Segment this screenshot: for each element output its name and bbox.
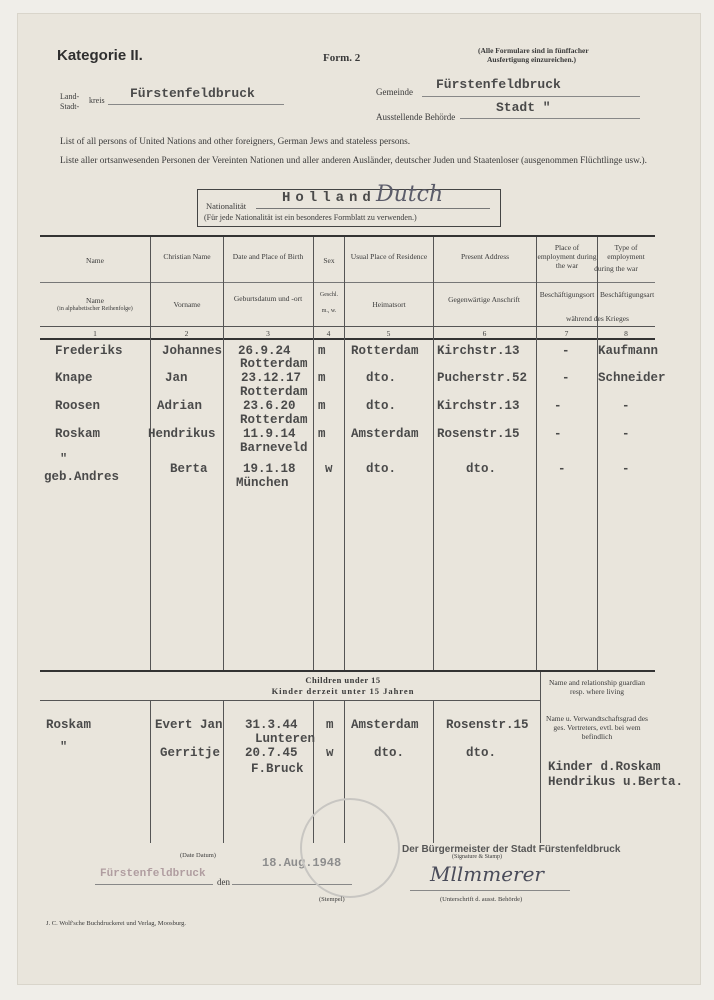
person-residence-5: dto. xyxy=(366,462,397,476)
child-vorname-2: Gerritje xyxy=(160,746,221,760)
child-place-1: Lunteren xyxy=(255,732,316,746)
person-residence-2: dto. xyxy=(366,371,397,385)
copies-note-1: (Alle Formulare sind in fünffacher xyxy=(478,46,589,55)
child-col-divider-2 xyxy=(223,700,224,843)
person-name-1: Frederiks xyxy=(55,344,123,358)
col-num-6: 6 xyxy=(482,329,487,338)
col-header-residence-en: Usual Place of Residence xyxy=(350,252,428,261)
child-address-1: Rosenstr.15 xyxy=(446,718,529,732)
person-employ-place-1: - xyxy=(562,344,570,358)
person-vorname-5: Berta xyxy=(170,462,208,476)
printer-imprint: J. C. Wolf'sche Buchdruckerei und Verlag, Moosburg. xyxy=(46,920,187,927)
col-header-name-de: Name xyxy=(86,296,104,305)
person-vorname-1: Johannes xyxy=(162,344,223,358)
person-place-4: Barneveld xyxy=(240,441,308,455)
behoerde-underline xyxy=(460,118,640,119)
gemeinde-value: Fürstenfeldbruck xyxy=(436,77,561,92)
col-header-war-en: during the war xyxy=(594,264,638,273)
col-header-name-en: Name xyxy=(86,256,104,265)
col-header-address-en: Present Address xyxy=(460,252,510,261)
col-header-sex-de-sub: m., w. xyxy=(321,308,337,314)
col-num-1: 1 xyxy=(93,329,97,338)
col-header-sex-de: Geschl. xyxy=(319,292,339,298)
date-stamp: 18.Aug.1948 xyxy=(262,856,342,870)
col-header-emp-type-de: Beschäftigungsart xyxy=(600,290,655,299)
official-seal xyxy=(300,798,400,898)
guardian-header-en: Name and relationship guardian resp. where living xyxy=(548,678,645,696)
person-place-2: Rotterdam xyxy=(240,385,308,399)
signature: Mllmmerer xyxy=(430,862,544,886)
person-employ-type-4: - xyxy=(622,427,630,441)
person-address-1: Kirchstr.13 xyxy=(437,344,520,358)
col-header-vorname-de: Vorname xyxy=(173,300,201,309)
person-residence-1: Rotterdam xyxy=(351,344,419,358)
col-header-emp-place-en: Place of employment during the war xyxy=(537,243,597,270)
copies-note-2: Ausfertigung einzureichen.) xyxy=(487,55,577,64)
kategorie-title: Kategorie II. xyxy=(57,47,143,64)
person-employ-type-1: Kaufmann xyxy=(598,344,659,358)
person-address-3: Kirchstr.13 xyxy=(437,399,520,413)
person-vorname-4: Hendrikus xyxy=(148,427,216,441)
child-name-2: " xyxy=(60,740,68,754)
person-employ-type-3: - xyxy=(622,399,630,413)
person-employ-place-5: - xyxy=(558,462,566,476)
children-title-en: Children under 15 xyxy=(305,675,381,685)
col-num-4: 4 xyxy=(326,329,331,338)
person-employ-place-2: - xyxy=(562,371,570,385)
person-birth-2: 23.12.17 xyxy=(241,371,302,385)
person-address-2: Pucherstr.52 xyxy=(437,371,528,385)
col-num-8: 8 xyxy=(624,329,628,338)
intro-german: Liste aller ortsanwesenden Personen der Vereinten Nationen und aller anderen Ausländer, deutscher Juden und Staatenloser (ausgenommen Flüchtlinge usw.). xyxy=(60,156,647,166)
person-sex-3: m xyxy=(318,399,326,413)
person-employ-type-2: Schneider xyxy=(598,371,666,385)
landkreis-label-kreis: kreis xyxy=(89,96,105,105)
person-employ-place-3: - xyxy=(554,399,562,413)
form-number: Form. 2 xyxy=(323,52,361,64)
col-header-address-de: Gegenwärtige Anschrift xyxy=(448,295,520,304)
signature-underline xyxy=(410,890,570,891)
child-col-divider-1 xyxy=(150,700,151,843)
col-header-emp-type-en: Type of employment xyxy=(607,243,645,261)
person-name-2: Knape xyxy=(55,371,93,385)
guardian-value-1: Kinder d.Roskam xyxy=(548,760,661,774)
child-col-divider-6 xyxy=(540,672,541,843)
child-birth-2: 20.7.45 xyxy=(245,746,298,760)
table-header-divider xyxy=(40,282,655,283)
landkreis-label-stadt: Stadt- xyxy=(60,102,80,111)
signature-label-small: (Signature & Stamp) xyxy=(452,854,502,860)
unterschrift-label: (Unterschrift d. ausst. Behörde) xyxy=(440,896,523,903)
behoerde-value: Stadt " xyxy=(496,100,551,115)
person-vorname-3: Adrian xyxy=(157,399,203,413)
guardian-header-de: Name u. Verwandtschaftsgrad des ges. Vertreters, evtl. bei wem befindlich xyxy=(546,714,648,741)
person-vorname-2: Jan xyxy=(165,371,188,385)
person-sex-1: m xyxy=(318,344,326,358)
person-place-5: München xyxy=(236,476,289,490)
nationality-underline xyxy=(256,208,490,209)
person-name-prefix-5: " xyxy=(60,452,68,466)
col-header-birth-en: Date and Place of Birth xyxy=(232,252,304,261)
col-header-birth-de: Geburtsdatum und -ort xyxy=(233,294,303,303)
children-title-de: Kinder derzeit unter 15 Jahren xyxy=(271,686,415,696)
col-header-sex-en: Sex xyxy=(323,256,335,265)
col-divider-5 xyxy=(433,237,434,670)
table-top-rule xyxy=(40,235,655,237)
col-divider-3 xyxy=(313,237,314,670)
gemeinde-label: Gemeinde xyxy=(376,87,413,97)
person-place-1: Rotterdam xyxy=(240,357,308,371)
col-num-7: 7 xyxy=(564,329,569,338)
person-name-4: Roskam xyxy=(55,427,101,441)
col-header-residence-de: Heimatsort xyxy=(372,300,406,309)
col-num-3: 3 xyxy=(266,329,270,338)
intro-english: List of all persons of United Nations and other foreigners, German Jews and stateless persons. xyxy=(60,137,411,147)
col-header-war-de: während des Krieges xyxy=(566,314,629,323)
child-sex-2: w xyxy=(326,746,334,760)
person-birth-4: 11.9.14 xyxy=(243,427,296,441)
guardian-value-2: Hendrikus u.Berta. xyxy=(548,775,684,789)
child-col-divider-5 xyxy=(433,700,434,843)
person-residence-3: dto. xyxy=(366,399,397,413)
den-label: den xyxy=(217,877,230,887)
person-sex-2: m xyxy=(318,371,326,385)
col-divider-2 xyxy=(223,237,224,670)
person-sex-4: m xyxy=(318,427,326,441)
person-birth-1: 26.9.24 xyxy=(238,344,291,358)
buergermeister-stamp: Der Bürgermeister der Stadt Fürstenfeldbruck xyxy=(402,844,621,855)
stempel-label: (Stempel) xyxy=(319,896,345,903)
col-num-5: 5 xyxy=(386,329,391,338)
nationality-value: Holland xyxy=(282,190,376,206)
child-vorname-1: Evert Jan xyxy=(155,718,223,732)
nationality-handwritten: Dutch xyxy=(376,182,444,207)
col-divider-1 xyxy=(150,237,151,670)
landkreis-label-land: Land- xyxy=(60,92,80,101)
person-employ-place-4: - xyxy=(554,427,562,441)
child-name-1: Roskam xyxy=(46,718,92,732)
child-place-2: F.Bruck xyxy=(251,762,304,776)
child-birth-1: 31.3.44 xyxy=(245,718,298,732)
date-label: (Date Datum) xyxy=(180,852,216,859)
place-stamp: Fürstenfeldbruck xyxy=(100,868,206,880)
behoerde-label: Ausstellende Behörde xyxy=(376,112,456,122)
col-header-vorname-en: Christian Name xyxy=(163,252,211,261)
col-num-2: 2 xyxy=(184,329,189,338)
table-body-top-rule xyxy=(40,338,655,340)
child-residence-1: Amsterdam xyxy=(351,718,419,732)
landkreis-underline xyxy=(108,104,284,105)
person-address-4: Rosenstr.15 xyxy=(437,427,520,441)
person-name-5: geb.Andres xyxy=(44,470,120,484)
nationality-note: (Für jede Nationalität ist ein besonderes Formblatt zu verwenden.) xyxy=(204,213,417,222)
person-sex-5: w xyxy=(325,462,333,476)
table-children-rule xyxy=(40,670,655,672)
child-residence-2: dto. xyxy=(374,746,405,760)
person-place-3: Rotterdam xyxy=(240,413,308,427)
landkreis-value: Fürstenfeldbruck xyxy=(130,86,255,101)
person-address-5: dto. xyxy=(466,462,497,476)
person-birth-5: 19.1.18 xyxy=(243,462,296,476)
person-name-3: Roosen xyxy=(55,399,101,413)
children-header-divider xyxy=(40,700,540,701)
col-divider-7 xyxy=(597,237,598,670)
nationality-label: Nationalität xyxy=(206,201,247,211)
place-underline xyxy=(95,884,213,885)
table-subheader-divider xyxy=(40,326,655,327)
nationality-box xyxy=(197,182,501,227)
child-sex-1: m xyxy=(326,718,334,732)
person-birth-3: 23.6.20 xyxy=(243,399,296,413)
child-address-2: dto. xyxy=(466,746,497,760)
gemeinde-underline xyxy=(422,96,640,97)
col-header-name-de-sub: (in alphabetischer Reihenfolge) xyxy=(57,306,133,312)
col-header-emp-place-de: Beschäftigungsort xyxy=(539,290,595,299)
col-divider-6 xyxy=(536,237,537,670)
col-divider-4 xyxy=(344,237,345,670)
person-employ-type-5: - xyxy=(622,462,630,476)
person-residence-4: Amsterdam xyxy=(351,427,419,441)
